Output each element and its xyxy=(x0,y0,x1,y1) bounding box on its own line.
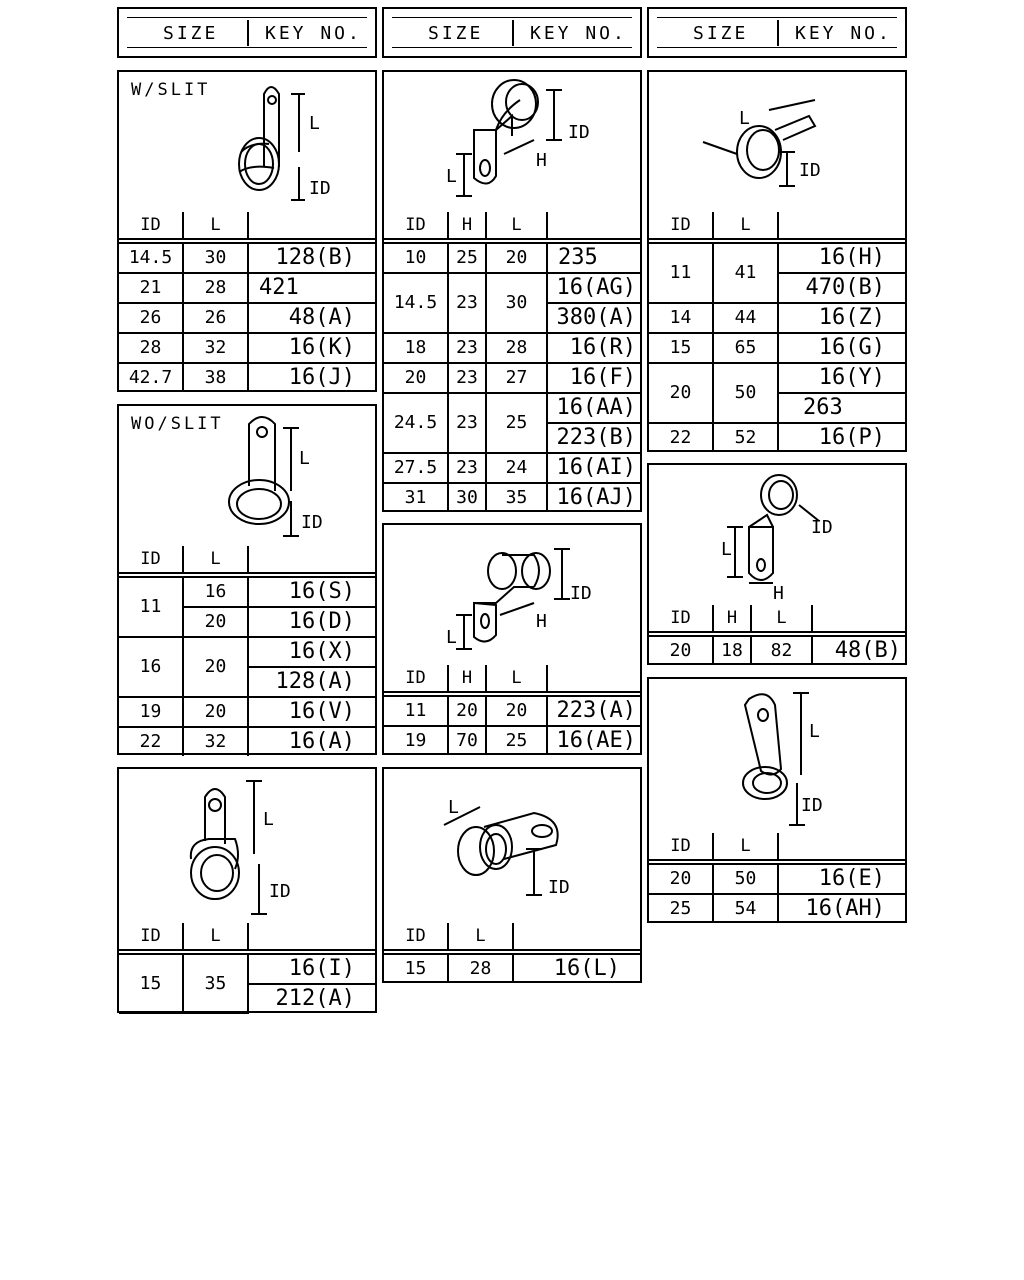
clamp-e-drawing xyxy=(384,525,640,665)
dim-H-label: H xyxy=(536,611,547,632)
table-row xyxy=(649,363,905,393)
cell-key: 128(A) xyxy=(248,667,375,697)
dim-L-label: L xyxy=(739,108,750,129)
col-h: H xyxy=(713,605,751,634)
dim-L-label: L xyxy=(448,797,459,818)
size-label: SIZE xyxy=(163,23,219,44)
cell-h: 23 xyxy=(448,333,486,363)
cell-l: 25 xyxy=(486,726,547,755)
cell-id: 11 xyxy=(119,575,183,637)
col-id: ID xyxy=(119,546,183,575)
table-row xyxy=(649,423,905,452)
cell-id: 20 xyxy=(384,363,448,393)
cell-key: 223(A) xyxy=(547,694,640,726)
col-id: ID xyxy=(119,212,183,241)
cell-id: 24.5 xyxy=(384,393,448,453)
table-row xyxy=(384,363,640,393)
clamp-f-illustration xyxy=(384,769,640,923)
cell-l: 35 xyxy=(183,952,248,1013)
cell-l: 28 xyxy=(183,273,248,303)
col-key xyxy=(248,923,375,952)
cell-id: 42.7 xyxy=(119,363,183,392)
cell-id: 14 xyxy=(649,303,713,333)
cell-id: 15 xyxy=(649,333,713,363)
clamp-i-drawing xyxy=(649,679,905,833)
dim-L-label: L xyxy=(299,448,310,469)
col-key xyxy=(248,212,375,241)
clamp-f-panel xyxy=(382,767,642,983)
cell-l: 25 xyxy=(486,393,547,453)
col-id: ID xyxy=(649,833,713,862)
clamp-g-illustration xyxy=(649,72,905,212)
col-l: L xyxy=(183,212,248,241)
dim-L-label: L xyxy=(309,113,320,134)
clamp-d-illustration xyxy=(384,72,640,212)
cell-l: 26 xyxy=(183,303,248,333)
cell-key: 212(A) xyxy=(248,984,375,1013)
clamp-h-table xyxy=(649,605,905,665)
table-row xyxy=(649,333,905,363)
col-id: ID xyxy=(649,605,713,634)
clamp-d-panel xyxy=(382,70,642,512)
table-row xyxy=(119,637,375,667)
cell-l: 16 xyxy=(183,575,248,607)
cell-key: 263 xyxy=(778,393,905,423)
cell-key: 16(E) xyxy=(778,862,905,894)
clamp-f-drawing xyxy=(384,769,640,923)
cell-l: 20 xyxy=(486,241,547,273)
table-row xyxy=(384,453,640,483)
col-key xyxy=(547,665,640,694)
dim-ID-label: ID xyxy=(568,122,590,143)
cell-h: 18 xyxy=(713,634,751,665)
cell-h: 70 xyxy=(448,726,486,755)
clamp-d-table xyxy=(384,212,640,512)
cell-l: 41 xyxy=(713,241,778,303)
cell-key: 223(B) xyxy=(547,423,640,453)
cell-key: 16(V) xyxy=(248,697,375,727)
col-id: ID xyxy=(649,212,713,241)
cell-key: 421 xyxy=(248,273,375,303)
table-row xyxy=(119,697,375,727)
table-row xyxy=(384,333,640,363)
col-l: L xyxy=(486,665,547,694)
col-key xyxy=(513,923,640,952)
cell-key: 16(AG) xyxy=(547,273,640,303)
cell-key: 16(F) xyxy=(547,363,640,393)
table-row xyxy=(384,273,640,303)
clamp-h-panel xyxy=(647,463,907,665)
table-row xyxy=(384,483,640,512)
col-key xyxy=(778,833,905,862)
cell-id: 26 xyxy=(119,303,183,333)
cell-h: 23 xyxy=(448,393,486,453)
dim-ID-label: ID xyxy=(801,795,823,816)
dim-ID-label: ID xyxy=(811,517,833,538)
cell-key: 16(AH) xyxy=(778,894,905,923)
col-id: ID xyxy=(384,212,448,241)
clamp-g-drawing xyxy=(649,72,905,212)
cell-h: 20 xyxy=(448,694,486,726)
cell-h: 30 xyxy=(448,483,486,512)
cell-key: 16(D) xyxy=(248,607,375,637)
col-id: ID xyxy=(384,665,448,694)
cell-id: 22 xyxy=(649,423,713,452)
dim-L-label: L xyxy=(263,809,274,830)
cell-key: 16(L) xyxy=(513,952,640,983)
clamp-c-illustration xyxy=(119,769,375,923)
col-l: L xyxy=(751,605,812,634)
dim-L-label: L xyxy=(446,166,457,187)
cell-key: 16(K) xyxy=(248,333,375,363)
cell-l: 28 xyxy=(448,952,513,983)
cell-id: 16 xyxy=(119,637,183,697)
cell-key: 16(Z) xyxy=(778,303,905,333)
cell-id: 11 xyxy=(649,241,713,303)
cell-key: 16(R) xyxy=(547,333,640,363)
cell-l: 20 xyxy=(183,697,248,727)
cell-l: 44 xyxy=(713,303,778,333)
column-header-3 xyxy=(647,7,907,58)
table-row xyxy=(119,303,375,333)
table-row xyxy=(119,727,375,756)
cell-key: 16(H) xyxy=(778,241,905,273)
cell-key: 16(Y) xyxy=(778,363,905,393)
cell-l: 20 xyxy=(183,637,248,697)
cell-h: 23 xyxy=(448,273,486,333)
dim-ID-label: ID xyxy=(799,160,821,181)
key-no-label: KEY NO. xyxy=(795,23,892,44)
cell-key: 16(S) xyxy=(248,575,375,607)
cell-id: 20 xyxy=(649,634,713,665)
col-l: L xyxy=(183,923,248,952)
table-row xyxy=(119,333,375,363)
col-l: L xyxy=(183,546,248,575)
table-row xyxy=(384,393,640,423)
cell-h: 23 xyxy=(448,453,486,483)
cell-h: 23 xyxy=(448,363,486,393)
table-row xyxy=(119,363,375,392)
col-l: L xyxy=(713,212,778,241)
cell-key: 16(AJ) xyxy=(547,483,640,512)
dim-L-label: L xyxy=(809,721,820,742)
cell-key: 16(AI) xyxy=(547,453,640,483)
dim-ID-label: ID xyxy=(309,178,331,199)
key-no-label: KEY NO. xyxy=(530,23,627,44)
cell-id: 21 xyxy=(119,273,183,303)
clamp-c-table xyxy=(119,923,375,1014)
clamp-without-slit-illustration xyxy=(119,406,375,546)
cell-id: 22 xyxy=(119,727,183,756)
cell-key: 16(G) xyxy=(778,333,905,363)
table-row xyxy=(649,894,905,923)
w-slit-caption: W/SLIT xyxy=(131,80,211,100)
cell-key: 16(AE) xyxy=(547,726,640,755)
cell-key: 48(B) xyxy=(812,634,905,665)
cell-id: 15 xyxy=(119,952,183,1013)
clamp-f-table xyxy=(384,923,640,983)
cell-id: 25 xyxy=(649,894,713,923)
table-row xyxy=(384,241,640,273)
cell-key: 16(A) xyxy=(248,727,375,756)
clamp-without-slit-panel xyxy=(117,404,377,755)
cell-key: 128(B) xyxy=(248,241,375,273)
cell-l: 20 xyxy=(183,607,248,637)
table-row xyxy=(649,634,905,665)
cell-id: 18 xyxy=(384,333,448,363)
cell-key: 16(X) xyxy=(248,637,375,667)
clamp-h-illustration xyxy=(649,465,905,605)
clamp-i-table xyxy=(649,833,905,923)
cell-key: 16(AA) xyxy=(547,393,640,423)
clamp-i-illustration xyxy=(649,679,905,833)
dim-H-label: H xyxy=(773,583,784,604)
clamp-e-illustration xyxy=(384,525,640,665)
col-key xyxy=(248,546,375,575)
cell-key: 16(I) xyxy=(248,952,375,984)
table-row xyxy=(384,726,640,755)
col-l: L xyxy=(713,833,778,862)
cell-id: 14.5 xyxy=(119,241,183,273)
cell-l: 38 xyxy=(183,363,248,392)
clamp-without-slit-table xyxy=(119,546,375,756)
col-l: L xyxy=(486,212,547,241)
column-header-2 xyxy=(382,7,642,58)
cell-l: 30 xyxy=(183,241,248,273)
col-key xyxy=(812,605,905,634)
cell-l: 20 xyxy=(486,694,547,726)
cell-l: 65 xyxy=(713,333,778,363)
cell-id: 20 xyxy=(649,862,713,894)
cell-l: 52 xyxy=(713,423,778,452)
col-key xyxy=(778,212,905,241)
dim-ID-label: ID xyxy=(548,877,570,898)
dim-ID-label: ID xyxy=(570,583,592,604)
cell-id: 14.5 xyxy=(384,273,448,333)
cell-l: 32 xyxy=(183,333,248,363)
table-row xyxy=(649,241,905,273)
cell-id: 27.5 xyxy=(384,453,448,483)
table-row xyxy=(649,862,905,894)
cell-l: 50 xyxy=(713,862,778,894)
cell-id: 20 xyxy=(649,363,713,423)
dim-H-label: H xyxy=(536,150,547,171)
cell-l: 50 xyxy=(713,363,778,423)
cell-h: 25 xyxy=(448,241,486,273)
table-row xyxy=(384,694,640,726)
table-row xyxy=(119,575,375,607)
clamp-c-drawing xyxy=(119,769,375,923)
table-row xyxy=(384,952,640,983)
cell-l: 24 xyxy=(486,453,547,483)
col-h: H xyxy=(448,212,486,241)
table-row xyxy=(119,273,375,303)
cell-l: 32 xyxy=(183,727,248,756)
cell-key: 235 xyxy=(547,241,640,273)
dim-ID-label: ID xyxy=(269,881,291,902)
wo-slit-caption: WO/SLIT xyxy=(131,414,224,434)
clamp-h-drawing xyxy=(649,465,905,605)
key-no-label: KEY NO. xyxy=(265,23,362,44)
size-label: SIZE xyxy=(428,23,484,44)
cell-id: 11 xyxy=(384,694,448,726)
clamp-e-table xyxy=(384,665,640,755)
clamp-c-panel xyxy=(117,767,377,1013)
cell-key: 48(A) xyxy=(248,303,375,333)
cell-id: 19 xyxy=(384,726,448,755)
cell-id: 10 xyxy=(384,241,448,273)
col-id: ID xyxy=(384,923,448,952)
cell-id: 19 xyxy=(119,697,183,727)
cell-id: 15 xyxy=(384,952,448,983)
cell-l: 82 xyxy=(751,634,812,665)
clamp-with-slit-table xyxy=(119,212,375,392)
col-h: H xyxy=(448,665,486,694)
column-header-1 xyxy=(117,7,377,58)
clamp-g-panel xyxy=(647,70,907,452)
clamp-e-panel xyxy=(382,523,642,755)
cell-id: 28 xyxy=(119,333,183,363)
col-l: L xyxy=(448,923,513,952)
table-row xyxy=(119,241,375,273)
cell-l: 35 xyxy=(486,483,547,512)
size-label: SIZE xyxy=(693,23,749,44)
col-id: ID xyxy=(119,923,183,952)
cell-l: 54 xyxy=(713,894,778,923)
cell-key: 470(B) xyxy=(778,273,905,303)
cell-l: 28 xyxy=(486,333,547,363)
cell-id: 31 xyxy=(384,483,448,512)
cell-l: 27 xyxy=(486,363,547,393)
cell-key: 16(J) xyxy=(248,363,375,392)
dim-L-label: L xyxy=(446,627,457,648)
col-key xyxy=(547,212,640,241)
dim-ID-label: ID xyxy=(301,512,323,533)
table-row xyxy=(119,952,375,984)
clamp-with-slit-panel xyxy=(117,70,377,392)
cell-key: 380(A) xyxy=(547,303,640,333)
clamp-d-drawing xyxy=(384,72,640,212)
clamp-g-table xyxy=(649,212,905,452)
table-row xyxy=(649,303,905,333)
cell-l: 30 xyxy=(486,273,547,333)
clamp-with-slit-illustration xyxy=(119,72,375,212)
cell-key: 16(P) xyxy=(778,423,905,452)
clamp-i-panel xyxy=(647,677,907,923)
dim-L-label: L xyxy=(721,539,732,560)
